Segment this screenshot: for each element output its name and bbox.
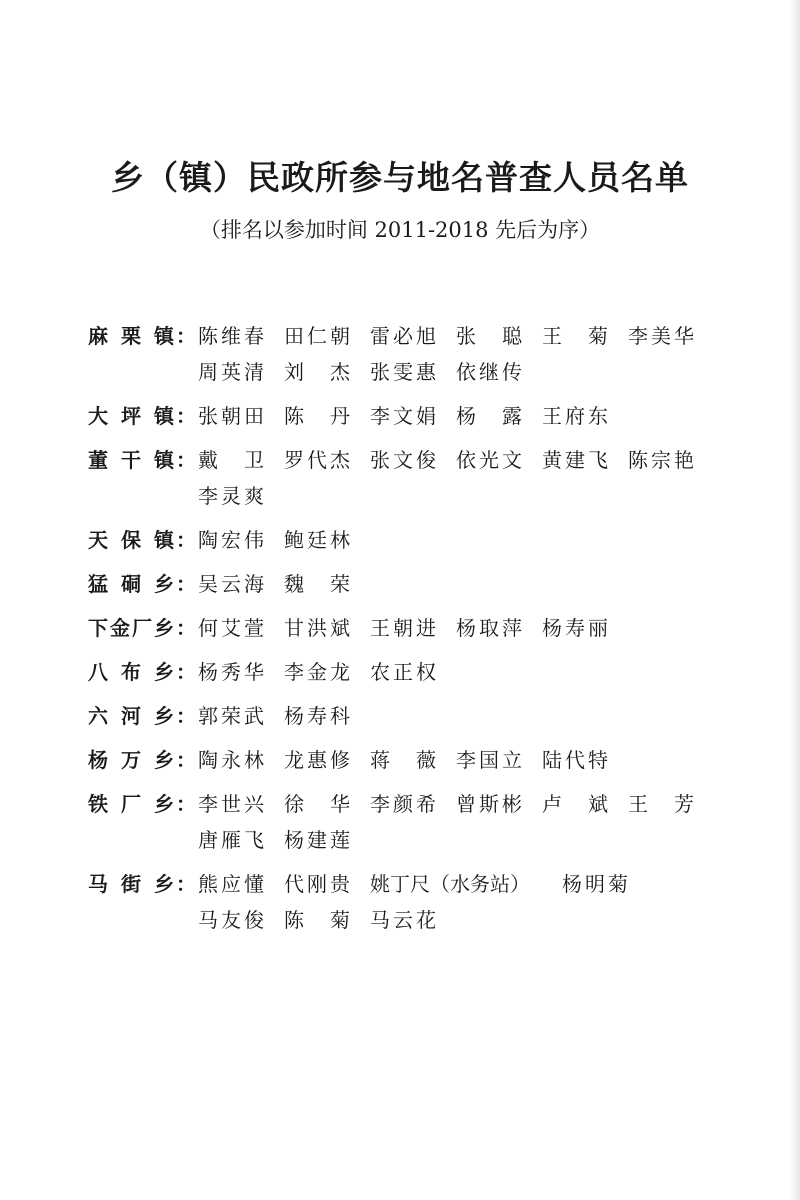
person-name: 姚丁尺（水务站） [370, 872, 530, 896]
town-label [88, 654, 198, 690]
town-row [88, 698, 728, 734]
town-colon: ： [176, 572, 196, 596]
name-list [198, 318, 728, 390]
name-list [198, 786, 728, 858]
town-row [88, 522, 728, 558]
person-name: 王 芳 [628, 792, 694, 816]
town-row [88, 610, 728, 646]
person-name: 郭荣武 [198, 704, 264, 728]
person-name: 陈宗艳 [628, 448, 694, 472]
person-name: 马云花 [370, 908, 436, 932]
town-row [88, 442, 728, 514]
person-name: 杨 露 [456, 404, 522, 428]
person-name: 杨秀华 [198, 660, 264, 684]
person-name: 依继传 [456, 360, 522, 384]
person-name: 张 聪 [456, 324, 522, 348]
name-list [198, 442, 728, 514]
town-label [88, 698, 198, 734]
person-name: 李金龙 [284, 660, 350, 684]
town-row [88, 786, 728, 858]
person-name: 李世兴 [198, 792, 264, 816]
town-colon: ： [176, 528, 196, 552]
person-name: 徐 华 [284, 792, 350, 816]
name-list [198, 742, 728, 778]
person-name: 张朝田 [198, 404, 264, 428]
town-name: 八 布 乡 [88, 660, 174, 684]
person-name: 李美华 [628, 324, 694, 348]
town-name: 大 坪 镇 [88, 404, 174, 428]
town-label [88, 866, 198, 902]
person-name: 陶宏伟 [198, 528, 264, 552]
town-row [88, 654, 728, 690]
person-name: 甘洪斌 [284, 616, 350, 640]
name-list [198, 698, 728, 734]
page-edge-shadow [790, 0, 800, 1200]
person-name: 杨取萍 [456, 616, 522, 640]
town-label [88, 610, 198, 646]
person-name: 周英清 [198, 360, 264, 384]
town-label [88, 318, 198, 354]
person-name: 田仁朝 [284, 324, 350, 348]
town-row [88, 742, 728, 778]
town-name: 杨 万 乡 [88, 748, 174, 772]
town-label [88, 442, 198, 478]
person-name: 蒋 薇 [370, 748, 436, 772]
town-label [88, 566, 198, 602]
name-list [198, 398, 728, 434]
person-name: 陈维春 [198, 324, 264, 348]
town-colon: ： [176, 748, 196, 772]
town-name: 马 街 乡 [88, 872, 174, 896]
person-name: 陶永林 [198, 748, 264, 772]
person-name: 张文俊 [370, 448, 436, 472]
person-name: 陈 菊 [284, 908, 350, 932]
town-label [88, 742, 198, 778]
town-row [88, 566, 728, 602]
person-name: 雷必旭 [370, 324, 436, 348]
person-name: 唐雁飞 [198, 828, 264, 852]
town-name: 下 金 厂 乡 [88, 616, 174, 640]
name-list [198, 610, 728, 646]
person-name: 杨建莲 [284, 828, 350, 852]
person-name: 鲍廷林 [284, 528, 350, 552]
person-name: 卢 斌 [542, 792, 608, 816]
town-colon: ： [176, 792, 196, 816]
town-label [88, 786, 198, 822]
town-name: 铁 厂 乡 [88, 792, 174, 816]
person-name: 农正权 [370, 660, 436, 684]
town-row [88, 318, 728, 390]
town-name: 天 保 镇 [88, 528, 174, 552]
person-name: 戴 卫 [198, 448, 264, 472]
town-colon: ： [176, 660, 196, 684]
person-name: 杨寿丽 [542, 616, 608, 640]
person-name: 李颜希 [370, 792, 436, 816]
town-row [88, 866, 728, 938]
person-name: 依光文 [456, 448, 522, 472]
person-name: 杨明菊 [562, 872, 628, 896]
person-name: 曾斯彬 [456, 792, 522, 816]
person-name: 魏 荣 [284, 572, 350, 596]
person-name: 刘 杰 [284, 360, 350, 384]
town-name: 麻 栗 镇 [88, 324, 174, 348]
name-list [198, 866, 728, 938]
name-list [198, 566, 728, 602]
page-subtitle: （排名以参加时间 2011-2018 先后为序） [199, 218, 601, 242]
person-name: 熊应懂 [198, 872, 264, 896]
person-name: 张雯惠 [370, 360, 436, 384]
person-name: 龙惠修 [284, 748, 350, 772]
name-list [198, 654, 728, 690]
person-name: 马友俊 [198, 908, 264, 932]
person-name: 罗代杰 [284, 448, 350, 472]
person-name: 李灵爽 [198, 484, 264, 508]
person-name: 吴云海 [198, 572, 264, 596]
town-label [88, 398, 198, 434]
person-name: 代刚贵 [284, 872, 350, 896]
town-colon: ： [176, 448, 196, 472]
town-colon: ： [176, 324, 196, 348]
town-name: 六 河 乡 [88, 704, 174, 728]
town-name: 猛 硐 乡 [88, 572, 174, 596]
person-name: 王府东 [542, 404, 608, 428]
person-name: 杨寿科 [284, 704, 350, 728]
town-colon: ： [176, 616, 196, 640]
person-name: 陈 丹 [284, 404, 350, 428]
town-name: 董 干 镇 [88, 448, 174, 472]
personnel-list [88, 318, 728, 946]
town-colon: ： [176, 704, 196, 728]
person-name: 李文娟 [370, 404, 436, 428]
person-name: 李国立 [456, 748, 522, 772]
person-name: 王朝进 [370, 616, 436, 640]
person-name: 陆代特 [542, 748, 608, 772]
town-colon: ： [176, 404, 196, 428]
town-label [88, 522, 198, 558]
name-list [198, 522, 728, 558]
town-row [88, 398, 728, 434]
person-name: 何艾萱 [198, 616, 264, 640]
town-colon: ： [176, 872, 196, 896]
page-title: 乡（镇）民政所参与地名普查人员名单 [111, 158, 689, 197]
person-name: 黄建飞 [542, 448, 608, 472]
person-name: 王 菊 [542, 324, 608, 348]
